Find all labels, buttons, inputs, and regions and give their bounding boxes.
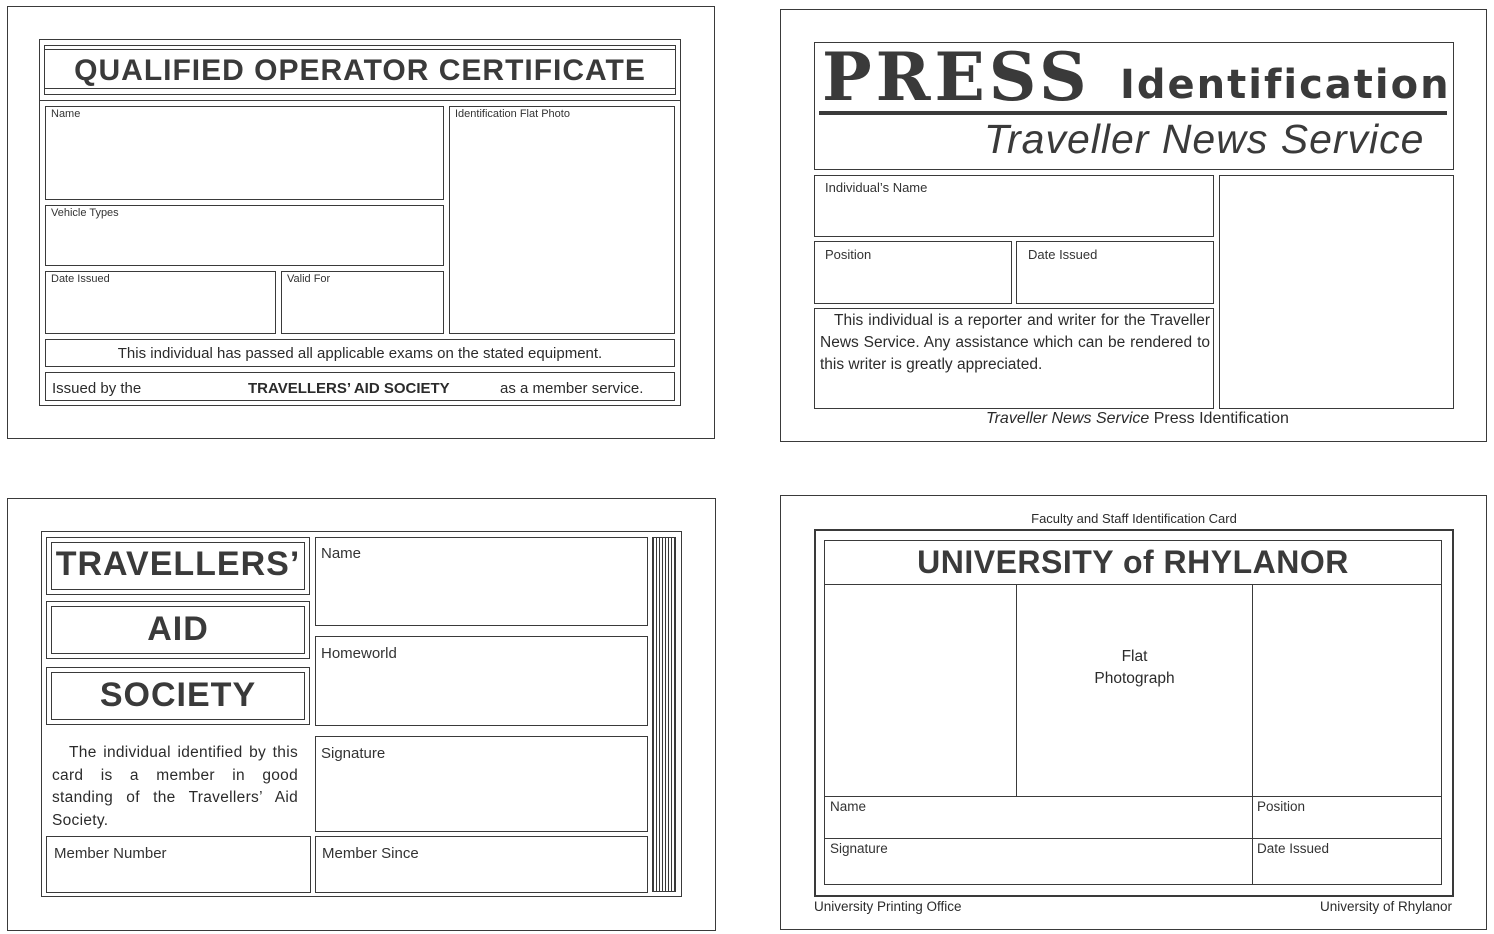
tas-logo-box-2 [46, 601, 310, 659]
univ-photo-line1: Flat [1121, 648, 1148, 665]
qoc-vehicle-box [45, 205, 444, 266]
press-subtitle: Traveller News Service [984, 116, 1425, 162]
univ-photo-label [1017, 646, 1252, 690]
qoc-divider [40, 100, 680, 101]
univ-photo-line2: Photograph [1094, 670, 1175, 687]
press-statement: This individual is a reporter and writer for the Traveller News Service. Any assistance which can be rendered to this writer is greatly appreciated. [820, 312, 1210, 373]
press-position-label: Position [825, 247, 872, 262]
univ-photo-divider-right [1252, 585, 1253, 884]
tas-logo-line1: TRAVELLERS’ [55, 545, 301, 583]
tas-logo-line2: AID [147, 610, 209, 648]
tas-logo-box-1 [46, 537, 310, 595]
qoc-vehicle-label: Vehicle Types [51, 207, 119, 219]
press-date-box [1016, 241, 1214, 304]
qoc-issued-suffix: as a member service. [500, 380, 644, 397]
tas-name-box [315, 537, 648, 626]
press-title-small: Identification [1120, 62, 1451, 108]
press-footer [986, 410, 1289, 428]
qoc-title-box [44, 45, 676, 95]
qoc-date-label: Date Issued [51, 273, 110, 285]
tas-member-since-box [315, 836, 648, 893]
tas-member-number-box [46, 836, 311, 893]
univ-footer-left: University Printing Office [814, 899, 962, 914]
press-name-box [814, 175, 1214, 237]
tas-member-since-label: Member Since [322, 845, 419, 862]
qoc-issued-box [45, 372, 675, 401]
qoc-statement-box [45, 339, 675, 367]
univ-header: Faculty and Staff Identification Card [1031, 511, 1237, 526]
press-date-label: Date Issued [1028, 247, 1098, 262]
press-photo-box [1219, 175, 1454, 409]
univ-row-divider-2 [825, 838, 1441, 839]
press-footer-plain: Press Identification [1153, 410, 1289, 427]
univ-signature-label: Signature [830, 841, 888, 856]
qoc-title: QUALIFIED OPERATOR CERTIFICATE [74, 54, 646, 87]
qoc-valid-label: Valid For [287, 273, 331, 285]
press-footer-italic: Traveller News Service [986, 410, 1150, 427]
qoc-name-box [45, 106, 444, 200]
qoc-name-label: Name [51, 108, 81, 120]
tas-signature-label: Signature [321, 745, 386, 762]
qoc-valid-box [281, 271, 444, 334]
qoc-photo-box [449, 106, 675, 334]
press-name-label: Individual’s Name [825, 180, 928, 195]
qoc-date-box [45, 271, 276, 334]
press-position-box [814, 241, 1012, 304]
qoc-issued-org: TRAVELLERS’ AID SOCIETY [248, 380, 450, 397]
tas-name-label: Name [321, 545, 362, 562]
univ-row-divider-1 [825, 796, 1441, 797]
tas-statement: The individual identified by this card is a member in good standing of the Travellers’ Aid Society. [52, 744, 298, 829]
tas-member-number-label: Member Number [54, 845, 167, 862]
qoc-statement: This individual has passed all applicable exams on the stated equipment. [117, 345, 603, 362]
univ-title-divider [825, 584, 1441, 585]
univ-title: UNIVERSITY of RHYLANOR [917, 544, 1349, 580]
tas-homeworld-box [315, 636, 648, 726]
qoc-photo-label: Identification Flat Photo [455, 108, 570, 120]
press-statement-box [814, 308, 1214, 409]
univ-footer-right: University of Rhylanor [1319, 899, 1452, 914]
univ-name-label: Name [830, 799, 867, 814]
tas-homeworld-label: Homeworld [321, 645, 397, 662]
univ-inner-frame [824, 540, 1442, 885]
univ-date-label: Date Issued [1257, 841, 1330, 856]
press-title-big: PRESS [822, 38, 1091, 116]
tas-logo-line3: SOCIETY [99, 676, 257, 714]
univ-photo-divider-left [1016, 585, 1017, 796]
tas-logo-box-3 [46, 667, 310, 725]
qoc-issued-prefix: Issued by the [52, 380, 142, 397]
tas-signature-box [315, 736, 648, 832]
tas-stripe-bar [652, 537, 676, 892]
univ-position-label: Position [1257, 799, 1306, 814]
